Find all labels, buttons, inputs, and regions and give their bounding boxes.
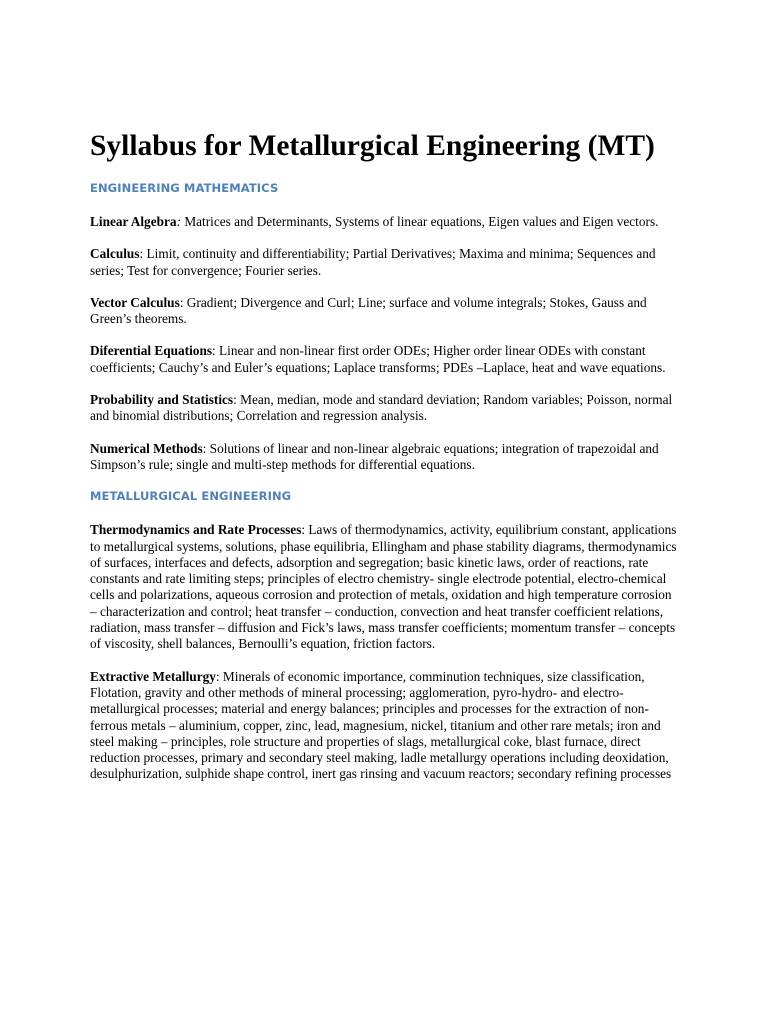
topic-colon: : (212, 343, 216, 359)
topic-colon: : (176, 214, 181, 229)
section-engineering-mathematics (90, 181, 678, 473)
topic-text: Gradient; Divergence and Curl; Line; surface and volume integrals; Stokes, Gauss and Green’s theorems. (90, 294, 647, 327)
page-title: Syllabus for Metallurgical Engineering (MT) (90, 130, 655, 162)
topic-term: Extractive Metallurgy (90, 668, 216, 684)
topic-vector-calculus (90, 295, 680, 328)
topic-term: Thermodynamics and Rate Processes (90, 522, 302, 538)
topic-colon: : (139, 246, 144, 262)
topic-colon: : (202, 440, 207, 456)
topic-text: Mean, median, mode and standard deviation; Random variables; Poisson, normal and binomial distributions; Correlation and regression analysis. (90, 392, 673, 424)
topic-text: Minerals of economic importance, comminution techniques, size classification, Flotation, gravity and other methods of mineral processing; agglomeration, pyro-hydro- and electro-metallurgical processes; material and energy balances; principles and processes for the extraction of non-ferrous metals – aluminium, copper, zinc, lead, magnesium, nickel, titanium and other rare metals; iron and steel making – principles, role structure and properties of slags, metallurgical coke, blast furnace, direct reduction processes, primary and secondary steel making, ladle metallurgy operations including deoxidation, desulphurization, sulphide shape control, inert gas rinsing and vacuum reactors; secondary refining processes (90, 668, 672, 782)
topic-colon: : (179, 294, 184, 310)
topic-colon: : (215, 668, 220, 684)
topic-probability-statistics (90, 392, 680, 425)
topic-term: Numerical Methods (90, 440, 203, 456)
topic-calculus (90, 246, 680, 279)
section-heading: METALLURGICAL ENGINEERING (90, 489, 292, 504)
topic-text: Laws of thermodynamics, activity, equilibrium constant, applications to metallurgical systems, solutions, phase equilibria, Ellingham and phase stability diagrams, thermodynamics of surfaces, interfaces and defects, adsorption and segregation; basic kinetic laws, order of reactions, rate constants and rate limiting steps; principles of electro chemistry- single electrode potential, electro-chemical cells and polarizations, aqueous corrosion and protection of metals, oxidation and high temperature corrosion – characterization and control; heat transfer – conduction, convection and heat transfer coefficient relations, radiation, mass transfer – diffusion and Fick’s laws, mass transfer coefficients; momentum transfer – concepts of viscosity, shell balances, Bernoulli’s equation, friction factors. (90, 522, 677, 652)
topic-term: Linear Algebra (90, 214, 177, 229)
topic-term: Calculus (90, 246, 140, 262)
section-metallurgical-engineering (90, 489, 678, 782)
topic-term: Diferential Equations (90, 343, 213, 359)
topic-text: Matrices and Determinants, Systems of linear equations, Eigen values and Eigen vectors. (181, 214, 659, 229)
topic-linear-algebra (90, 214, 680, 230)
topic-thermodynamics-rate-processes (90, 522, 680, 652)
topic-text: Linear and non-linear first order ODEs; Higher order linear ODEs with constant coefficients; Cauchy’s and Euler’s equations; Laplace transforms; PDEs –Laplace, heat and wave equations. (90, 343, 666, 375)
topic-term: Vector Calculus (90, 294, 180, 310)
topic-numerical-methods (90, 441, 680, 474)
topic-differential-equations (90, 343, 680, 376)
topic-colon: : (233, 392, 237, 408)
section-heading: ENGINEERING MATHEMATICS (90, 181, 279, 195)
topic-colon: : (301, 522, 306, 538)
topic-term: Probability and Statistics (90, 392, 234, 408)
topic-extractive-metallurgy (90, 669, 680, 783)
topic-text: Limit, continuity and differentiability; Partial Derivatives; Maxima and minima; Sequences and series; Test for convergence; Fourier series. (90, 246, 656, 278)
topic-text: Solutions of linear and non-linear algebraic equations; integration of trapezoidal and Simpson’s rule; single and multi-step methods for differential equations. (90, 440, 659, 472)
